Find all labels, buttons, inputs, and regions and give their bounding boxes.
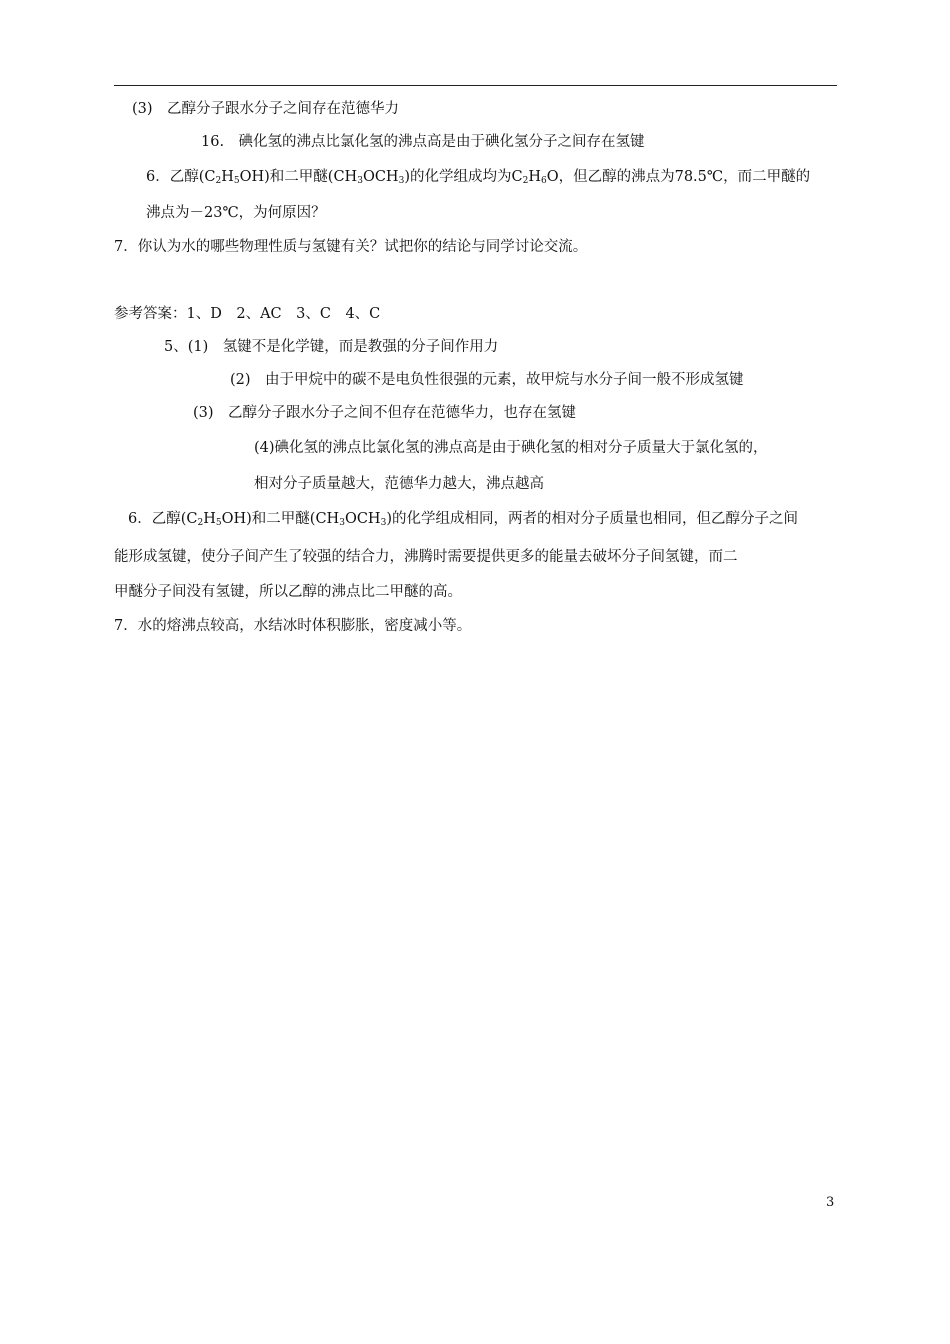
answer-6-line-2: 能形成氢键，使分子间产生了较强的结合力，沸腾时需要提供更多的能量去破坏分子间氢键，而二 <box>114 549 738 565</box>
question-16: 16. 碘化氢的沸点比氯化氢的沸点高是由于碘化氢分子之间存在氢键 <box>201 134 645 150</box>
answer-6-line-3: 甲醚分子间没有氢键，所以乙醇的沸点比二甲醚的高。 <box>114 584 462 600</box>
page-number: 3 <box>826 1195 835 1210</box>
header-rule <box>114 85 837 86</box>
question-6-continued: 沸点为－23℃，为何原因？ <box>146 205 326 221</box>
answer-key: 参考答案：1、D 2、AC 3、C 4、C <box>114 306 381 322</box>
answer-5-3: (3) 乙醇分子跟水分子之间不但存在范德华力，也存在氢键 <box>193 405 577 421</box>
question-7: 7．你认为水的哪些物理性质与氢键有关？试把你的结论与同学讨论交流。 <box>114 239 588 255</box>
answer-5-4: (4)碘化氢的沸点比氯化氢的沸点高是由于碘化氢的相对分子质量大于氯化氢的， <box>254 440 768 456</box>
answer-line-3: (3) 乙醇分子跟水分子之间存在范德华力 <box>132 101 400 117</box>
answer-5-2: (2) 由于甲烷中的碳不是电负性很强的元素，故甲烷与水分子间一般不形成氢键 <box>230 372 744 388</box>
answer-7: 7．水的熔沸点较高，水结冰时体积膨胀，密度减小等。 <box>114 618 472 634</box>
question-6: 6．乙醇$(C_2H_5OH)$和二甲醚$(CH_3OCH_3)$的化学组成均为$C_2H_6O$，但乙醇的沸点为78.5℃，而二甲醚的 <box>146 169 811 186</box>
answer-5-1: 5、(1) 氢键不是化学键，而是教强的分子间作用力 <box>164 339 499 355</box>
answer-6: 6．乙醇$(C_2H_5OH)$和二甲醚$(CH_3OCH_3)$的化学组成相同，两者的相对分子质量也相同，但乙醇分子之间 <box>128 511 798 528</box>
answer-5-4-continued: 相对分子质量越大，范德华力越大，沸点越高 <box>254 476 544 492</box>
